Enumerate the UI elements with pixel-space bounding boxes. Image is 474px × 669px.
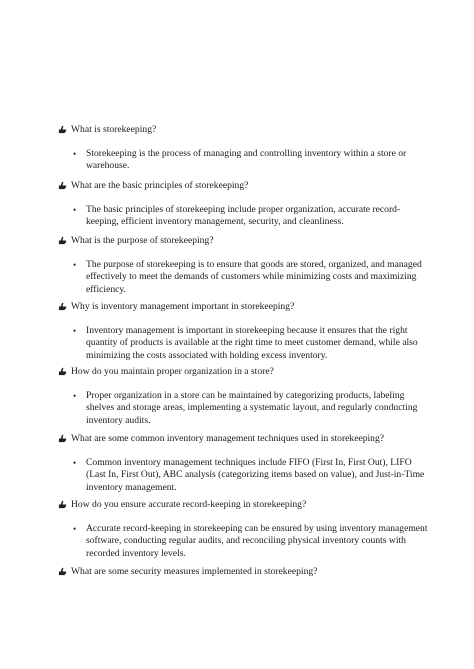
pointing-hand-icon xyxy=(58,236,67,245)
bullet-dot-icon: • xyxy=(73,391,77,401)
answer xyxy=(73,390,428,427)
qa-item-8 xyxy=(58,566,428,578)
pointing-hand-icon xyxy=(58,181,67,190)
bullet-dot-icon: • xyxy=(73,149,77,159)
question xyxy=(58,235,428,247)
answer xyxy=(73,259,428,296)
question-text: What is storekeeping? xyxy=(71,124,157,135)
answer xyxy=(73,325,428,362)
question-text: What are some common inventory management techniques used in storekeeping? xyxy=(71,433,385,444)
qa-item-1 xyxy=(58,124,428,173)
bullet-dot-icon: • xyxy=(73,458,77,468)
answer xyxy=(73,457,428,494)
question-text: How do you ensure accurate record-keeping in storekeeping? xyxy=(71,499,307,510)
question xyxy=(58,366,428,378)
question-text: What are the basic principles of storekeeping? xyxy=(71,180,249,191)
answer xyxy=(73,148,428,173)
question-text: What are some security measures implemented in storekeeping? xyxy=(71,566,318,577)
pointing-hand-icon xyxy=(58,434,67,443)
bullet-dot-icon: • xyxy=(73,326,77,336)
answer-text: Inventory management is important in storekeeping because it ensures that the right quantity of products is available at the right time to meet customer demand, while also minimizing the costs associated with holding excess inventory. xyxy=(86,325,418,361)
bullet-dot-icon: • xyxy=(73,260,77,270)
bullet-dot-icon: • xyxy=(73,524,77,534)
answer xyxy=(73,523,428,560)
qa-item-6 xyxy=(58,433,428,494)
answer xyxy=(73,204,428,229)
qa-item-3 xyxy=(58,235,428,296)
answer-text: Common inventory management techniques include FIFO (First In, First Out), LIFO (Last In, First Out), ABC analysis (categorizing items based on value), and Just-in-Time inventory management. xyxy=(86,457,425,493)
pointing-hand-icon xyxy=(58,500,67,509)
answer-text: The basic principles of storekeeping include proper organization, accurate record-keeping, efficient inventory management, security, and cleanliness. xyxy=(86,204,401,228)
question xyxy=(58,124,428,136)
qa-item-2 xyxy=(58,180,428,229)
answer-text: Accurate record-keeping in storekeeping can be ensured by using inventory management software, conducting regular audits, and reconciling physical inventory counts with recorded inventory levels. xyxy=(86,523,428,559)
question xyxy=(58,301,428,313)
pointing-hand-icon xyxy=(58,367,67,376)
question xyxy=(58,433,428,445)
pointing-hand-icon xyxy=(58,125,67,134)
qa-item-7 xyxy=(58,499,428,560)
pointing-hand-icon xyxy=(58,567,67,576)
question-text: How do you maintain proper organization in a store? xyxy=(71,366,274,377)
answer-text: The purpose of storekeeping is to ensure that goods are stored, organized, and managed effectively to meet the demands of customers while minimizing costs and maximizing efficiency. xyxy=(86,259,422,295)
qa-item-4 xyxy=(58,301,428,362)
answer-text: Proper organization in a store can be maintained by categorizing products, labeling shelves and storage areas, implementing a systematic layout, and regularly conducting inventory audits. xyxy=(86,390,418,426)
qa-item-5 xyxy=(58,366,428,427)
question xyxy=(58,180,428,192)
question-text: Why is inventory management important in storekeeping? xyxy=(71,301,295,312)
question-text: What is the purpose of storekeeping? xyxy=(71,235,214,246)
question xyxy=(58,566,428,578)
answer-text: Storekeeping is the process of managing and controlling inventory within a store or warehouse. xyxy=(86,148,407,172)
bullet-dot-icon: • xyxy=(73,205,77,215)
pointing-hand-icon xyxy=(58,302,67,311)
question xyxy=(58,499,428,511)
